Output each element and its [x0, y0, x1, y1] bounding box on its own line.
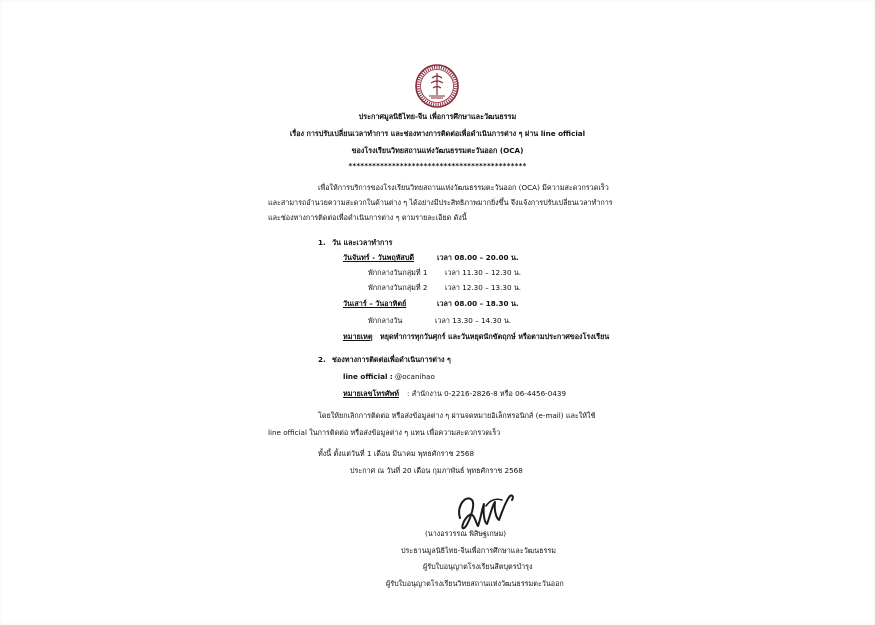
signatory-position-3: ผู้รับใบอนุญาตโรงเรียนวิทยสถานแห่งวัฒนธรรมตะวันออก: [386, 579, 564, 588]
header-divider: *********************************************: [348, 161, 527, 170]
weekend-hours: เวลา 08.00 – 18.30 น.: [437, 299, 519, 308]
weekday-hours: เวลา 08.00 – 20.00 น.: [437, 253, 519, 262]
weekend-label: วันเสาร์ – วันอาทิตย์: [343, 299, 407, 308]
signatory-position-1: ประธานมูลนิธิไทย-จีนเพื่อการศึกษาและวัฒนธรรม: [401, 546, 556, 555]
announcement-school: ของโรงเรียนวิทยสถานแห่งวัฒนธรรมตะวันออก (OCA): [351, 146, 524, 155]
closing-line-1: โดยให้ยกเลิกการติดต่อ หรือส่งข้อมูลต่าง ๆ ผ่านจดหมายอิเล็กทรอนิกส์ (e-mail) และให้ใช้: [318, 411, 596, 420]
phone-value: : สำนักงาน 0-2216-2826-8 หรือ 06-4456-0439: [407, 389, 567, 398]
phone-label: หมายเลขโทรศัพท์: [343, 389, 399, 398]
note-label: หมายเหตุ: [343, 332, 373, 341]
section1-heading: วัน และเวลาทำการ: [332, 238, 393, 247]
foundation-seal-icon: [415, 64, 459, 108]
announcement-title: ประกาศมูลนิธิไทย-จีน เพื่อการศึกษาและวัฒนธรรม: [358, 112, 517, 121]
intro-line-1: เพื่อให้การบริการของโรงเรียนวิทยสถานแห่งวัฒนธรรมตะวันออก (OCA) มีความสะดวกรวดเร็ว: [318, 183, 609, 192]
section2-heading: ช่องทางการติดต่อเพื่อดำเนินการต่าง ๆ: [332, 355, 451, 364]
section1-number: 1.: [318, 238, 326, 247]
effective-date: ทั้งนี้ ตั้งแต่วันที่ 1 เดือน มีนาคม พุทธศักราช 2568: [318, 449, 475, 458]
closing-line-2: line official ในการติดต่อ หรือส่งข้อมูลต่าง ๆ แทน เพื่อความสะดวกรวดเร็ว: [268, 428, 501, 437]
break3-time: เวลา 13.30 – 14.30 น.: [435, 316, 512, 325]
line-official-id: @ocanihao: [395, 372, 435, 381]
intro-line-2: และสามารถอำนวยความสะดวกในด้านต่าง ๆ ได้อย่างมีประสิทธิภาพมากยิ่งขึ้น จึงแจ้งการปรับเปลี่ยนเวลาทำการ: [268, 198, 613, 207]
break1-label: พักกลางวันกลุ่มที่ 1: [368, 268, 428, 277]
line-official-label: line official :: [343, 372, 393, 381]
break2-label: พักกลางวันกลุ่มที่ 2: [368, 283, 428, 292]
announcement-subject: เรื่อง การปรับเปลี่ยนเวลาทำการ และช่องทางการติดต่อเพื่อดำเนินการต่าง ๆ ผ่าน line official: [289, 129, 586, 138]
intro-line-3: และช่องทางการติดต่อเพื่อดำเนินการต่าง ๆ ตามรายละเอียด ดังนี้: [268, 213, 467, 222]
break1-time: เวลา 11.30 – 12.30 น.: [445, 268, 522, 277]
break2-time: เวลา 12.30 – 13.30 น.: [445, 283, 522, 292]
signature-icon: [452, 488, 528, 534]
note-text: หยุดทำการทุกวันศุกร์ และวันหยุดนักขัตฤกษ์ หรือตามประกาศของโรงเรียน: [380, 332, 610, 341]
weekday-label: วันจันทร์ - วันพฤหัสบดี: [343, 253, 415, 262]
signatory-position-2: ผู้รับใบอนุญาตโรงเรียนสีตบุตรบำรุง: [423, 562, 533, 571]
signatory-name: (นางอรวรรณ พิสิษฐเกษม): [425, 529, 507, 538]
announcement-date: ประกาศ ณ วันที่ 20 เดือน กุมภาพันธ์ พุทธศักราช 2568: [350, 466, 523, 475]
section2-number: 2.: [318, 355, 326, 364]
break3-label: พักกลางวัน: [368, 316, 403, 325]
